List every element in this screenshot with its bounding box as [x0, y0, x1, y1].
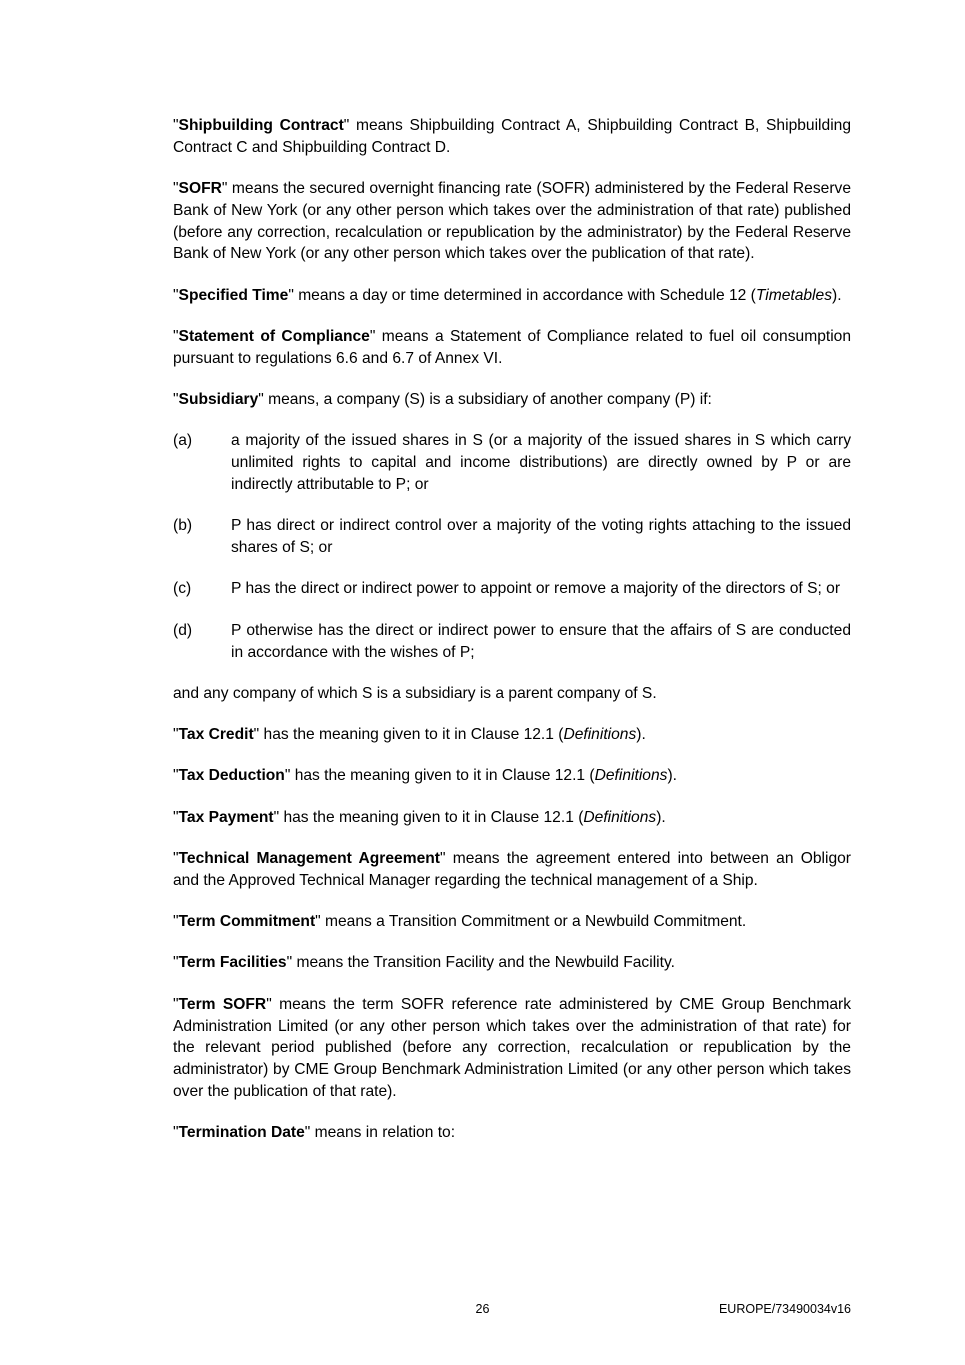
definition-text: " means the Transition Facility and the Newbuild Facility.: [286, 954, 675, 972]
defined-term: Specified Time: [178, 286, 289, 304]
subsidiary-item-b: [173, 515, 851, 559]
definition-subsidiary: [173, 389, 851, 411]
definition-tail: ).: [667, 767, 677, 785]
definition-statement-of-compliance: [173, 326, 851, 370]
definition-tax-payment: [173, 807, 851, 829]
item-text: P has the direct or indirect power to appoint or remove a majority of the directors of S; or: [231, 580, 841, 598]
definition-text: " means, a company (S) is a subsidiary of another company (P) if:: [258, 391, 712, 409]
open-quote: ": [173, 954, 179, 972]
open-quote: ": [173, 850, 179, 868]
subsidiary-item-d: [173, 620, 851, 664]
item-text: P has direct or indirect control over a majority of the voting rights attaching to the issued shares of S; or: [231, 517, 851, 557]
open-quote: ": [173, 117, 179, 134]
item-label: (c): [173, 580, 192, 598]
definition-text: " means a Transition Commitment or a Newbuild Commitment.: [315, 913, 747, 931]
defined-term: Statement of Compliance: [178, 328, 370, 346]
definition-tax-deduction: [173, 765, 851, 787]
definition-text: " means a Statement of Compliance related to fuel oil consumption pursuant to regulations 6.6 and 6.7 of Annex VI.: [173, 328, 852, 367]
defined-term: Shipbuilding Contract: [178, 117, 344, 134]
open-quote: ": [173, 1124, 179, 1142]
definition-tail: ).: [636, 726, 646, 744]
cross-reference: Definitions: [594, 767, 668, 785]
definition-tail: ).: [656, 808, 666, 826]
definition-text: " means the secured overnight financing rate (SOFR) administered by the Federal Reserve Bank of New York (or any other person which takes over the administration of that rate) published (before any correction, recalculation or republication by the administrator) by the Federal Reserve Bank of New York (or any other person which takes over the publication of that rate).: [173, 180, 851, 263]
definition-termination-date: [173, 1122, 851, 1144]
subsidiary-item-c: [173, 578, 851, 600]
defined-term: Term Facilities: [178, 954, 287, 972]
defined-term: Tax Payment: [178, 808, 274, 826]
definition-sofr: [173, 178, 851, 265]
definition-tax-credit: [173, 724, 851, 746]
definition-term-commitment: [173, 911, 851, 933]
definition-text: " means a day or time determined in accordance with Schedule 12 (: [288, 286, 756, 304]
definition-text: " means the term SOFR reference rate administered by CME Group Benchmark Administration Limited (or any other person which takes over the administration of that rate) for the relevant period published (before any correction, recalculation or republication by the administrator) by CME Group Benchmark Administration Limited (or any other person which takes over the publication of that rate).: [173, 995, 852, 1100]
cross-reference: Timetables: [755, 286, 832, 304]
item-text: a majority of the issued shares in S (or a majority of the issued shares in S which carry unlimited rights to capital and income distributions) are directly owned by P or are indirectly attributable to P; or: [231, 432, 851, 494]
definition-text: " has the meaning given to it in Clause 12.1 (: [253, 726, 564, 744]
definition-text: " has the meaning given to it in Clause 12.1 (: [273, 808, 584, 826]
item-text: P otherwise has the direct or indirect power to ensure that the affairs of S are conducted in accordance with the wishes of P;: [231, 621, 851, 661]
open-quote: ": [173, 328, 179, 346]
open-quote: ": [173, 913, 179, 931]
defined-term: Term SOFR: [178, 995, 267, 1013]
open-quote: ": [173, 995, 179, 1013]
definition-tail: ).: [832, 286, 842, 304]
definition-technical-management-agreement: [173, 848, 851, 892]
definition-text: " means Shipbuilding Contract A, Shipbuilding Contract B, Shipbuilding Contract C and Shipbuilding Contract D.: [173, 117, 851, 156]
definitions-section: [173, 115, 851, 1164]
item-label: (b): [173, 517, 193, 535]
defined-term: Subsidiary: [178, 391, 259, 409]
defined-term: SOFR: [178, 180, 222, 198]
definition-text: " means the agreement entered into between an Obligor and the Approved Technical Manager regarding the technical management of a Ship.: [173, 850, 851, 889]
open-quote: ": [173, 286, 179, 304]
subsidiary-closing: and any company of which S is a subsidiary is a parent company of S.: [173, 684, 657, 702]
definition-text: " means in relation to:: [304, 1124, 456, 1142]
open-quote: ": [173, 726, 179, 744]
definition-term-facilities: [173, 952, 851, 974]
definition-term-sofr: [173, 994, 851, 1103]
cross-reference: Definitions: [563, 726, 637, 744]
open-quote: ": [173, 180, 179, 198]
defined-term: Tax Credit: [178, 726, 254, 744]
document-reference: EUROPE/73490034v16: [718, 1302, 851, 1316]
defined-term: Technical Management Agreement: [178, 850, 440, 868]
defined-term: Tax Deduction: [178, 767, 285, 785]
page-number: 26: [475, 1302, 490, 1316]
definition-text: " has the meaning given to it in Clause 12.1 (: [284, 767, 595, 785]
definition-specified-time: [173, 285, 851, 307]
open-quote: ": [173, 767, 179, 785]
open-quote: ": [173, 808, 179, 826]
open-quote: ": [173, 391, 179, 409]
definition-shipbuilding-contract: [173, 115, 851, 159]
item-label: (d): [173, 621, 193, 639]
subsidiary-item-a: [173, 430, 851, 495]
defined-term: Termination Date: [178, 1124, 305, 1142]
item-label: (a): [173, 432, 193, 450]
defined-term: Term Commitment: [178, 913, 316, 931]
cross-reference: Definitions: [583, 808, 657, 826]
